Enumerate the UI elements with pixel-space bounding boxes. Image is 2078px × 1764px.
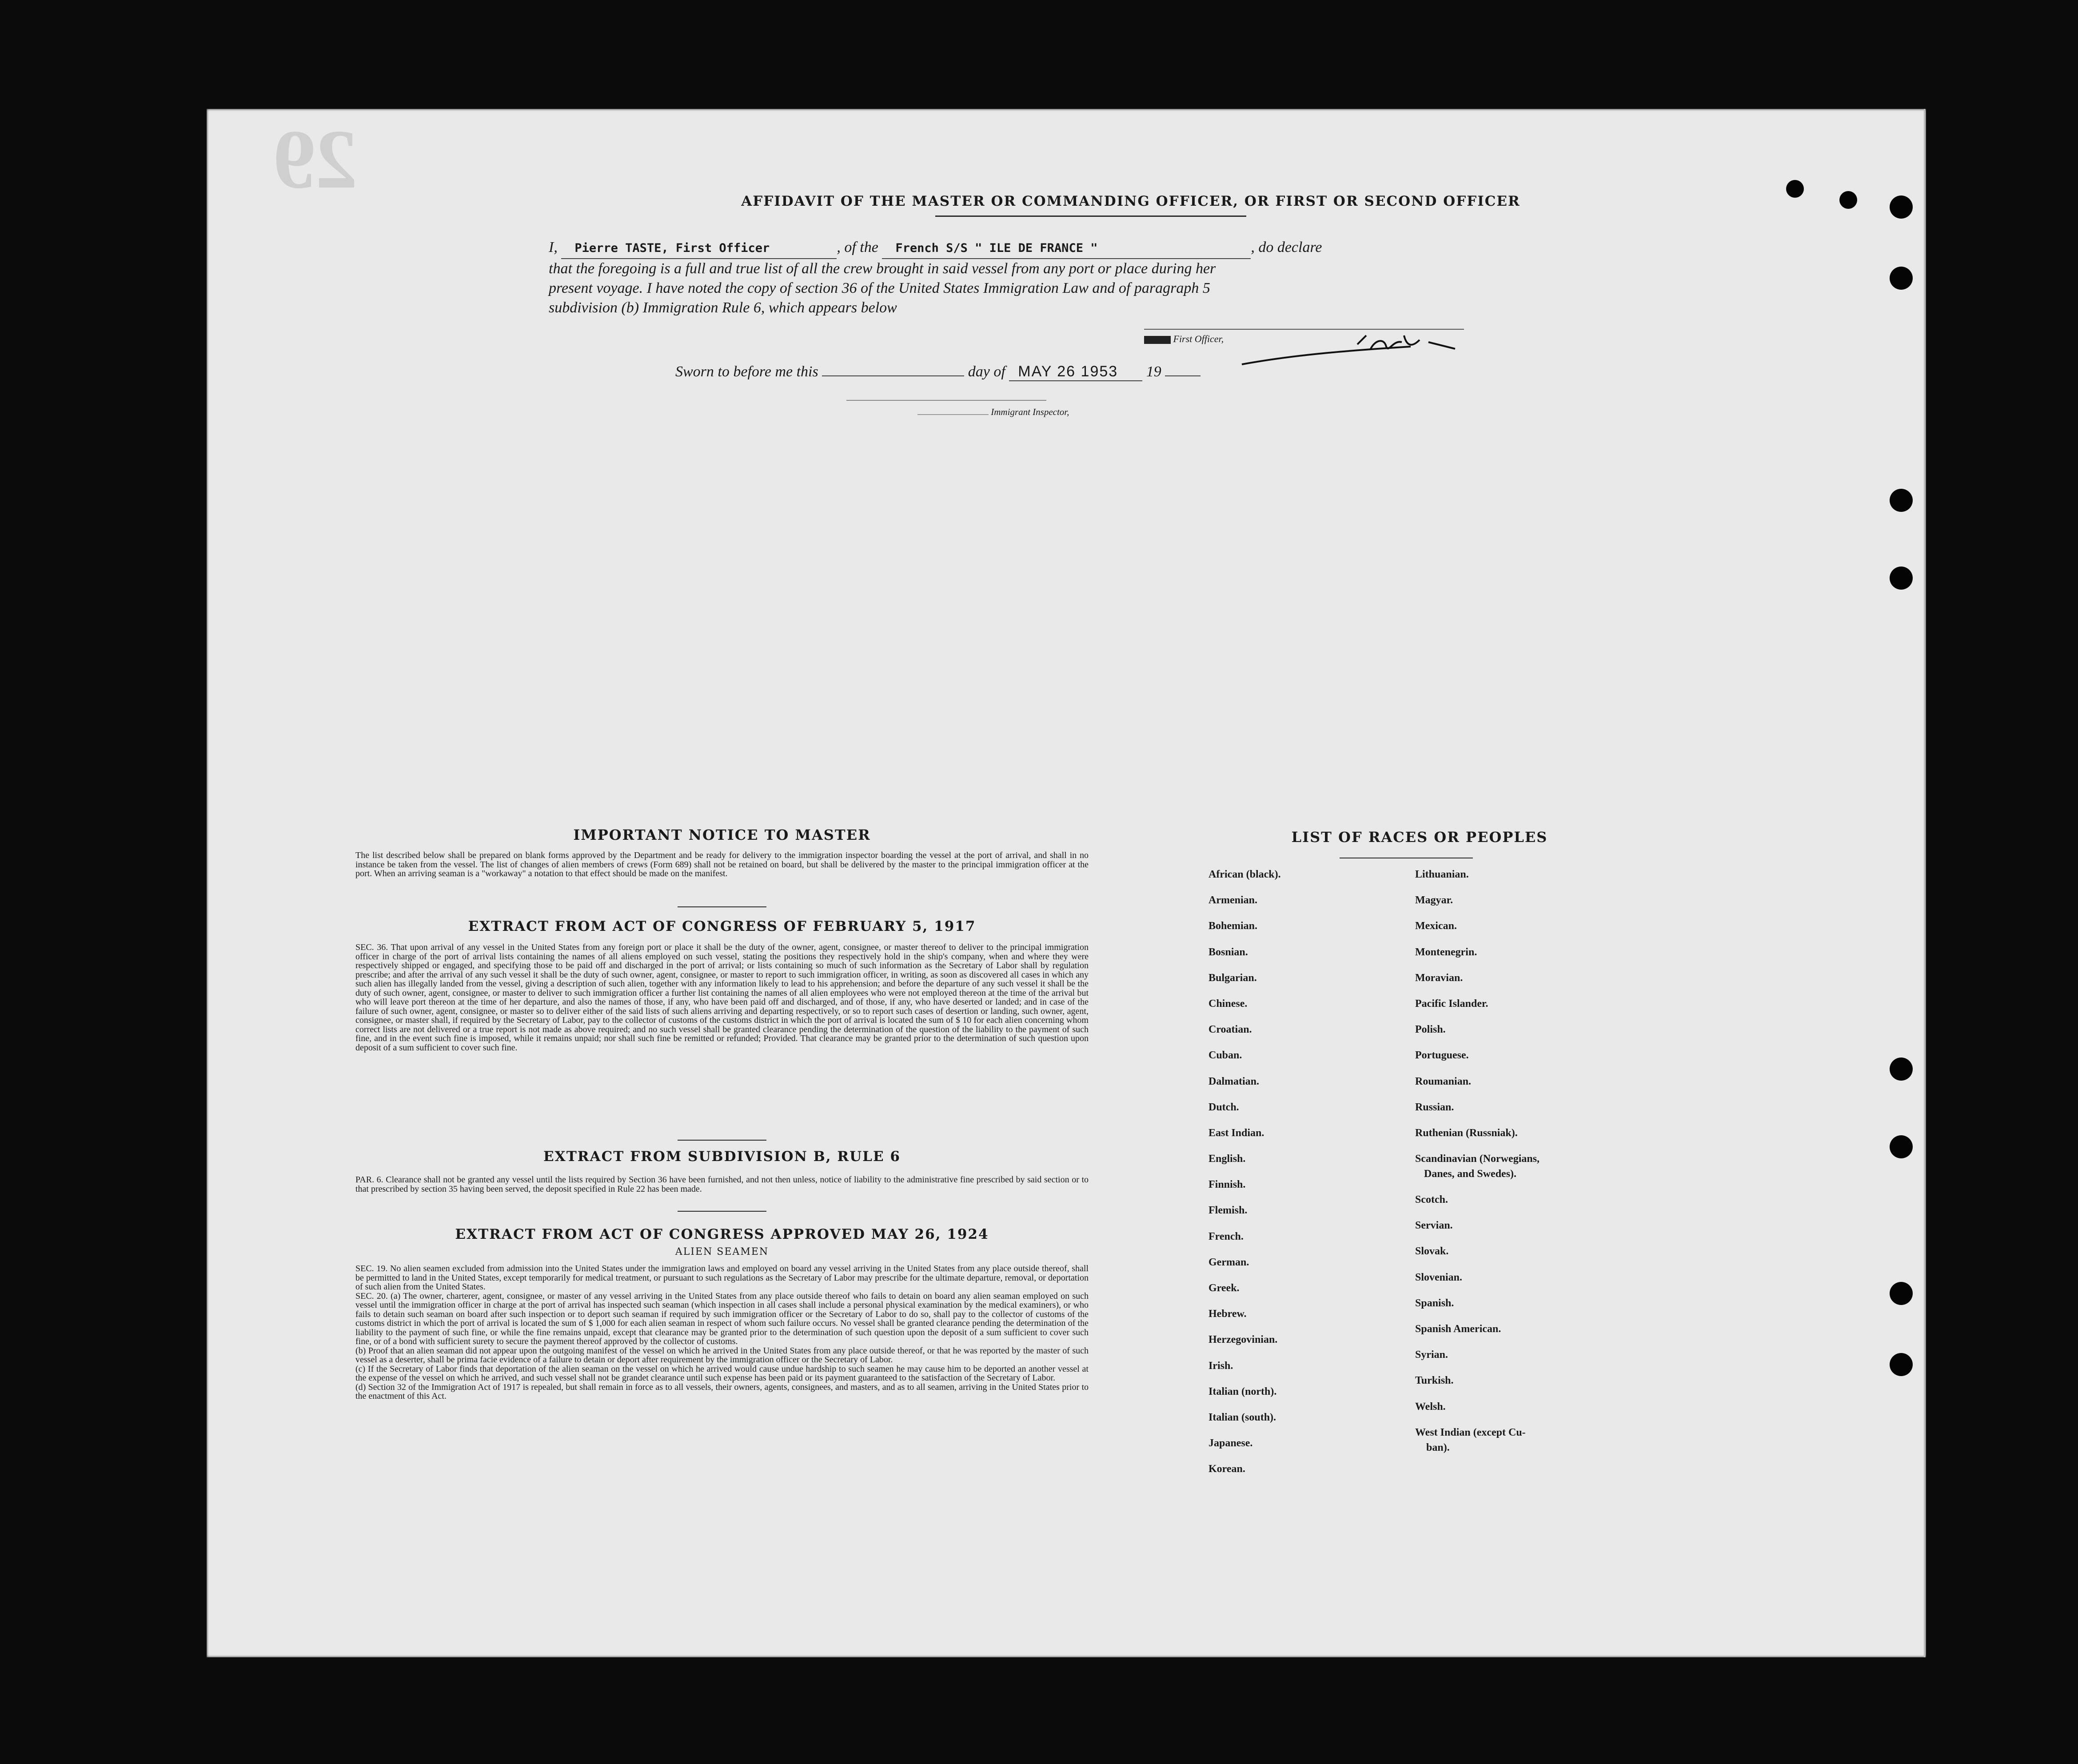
act-1924-title: EXTRACT FROM ACT OF CONGRESS APPROVED MAY 26, 1924 bbox=[455, 1226, 989, 1242]
affidavit-title: AFFIDAVIT OF THE MASTER OR COMMANDING OFFICER, OR FIRST OR SECOND OFFICER bbox=[741, 193, 1520, 209]
race-item: African (black). bbox=[1209, 869, 1281, 880]
race-item: Croatian. bbox=[1209, 1024, 1252, 1036]
signature-rule bbox=[1144, 329, 1464, 330]
act-1924-subtitle: ALIEN SEAMEN bbox=[675, 1246, 769, 1257]
inspector-rule bbox=[846, 400, 1046, 401]
punch-hole bbox=[1890, 1058, 1913, 1081]
punch-hole bbox=[1890, 267, 1913, 290]
signature-title: First Officer, bbox=[1173, 333, 1224, 344]
race-item: Herzegovinian. bbox=[1209, 1334, 1278, 1346]
races-title: LIST OF RACES OR PEOPLES bbox=[1291, 829, 1548, 846]
race-item: Mexican. bbox=[1415, 920, 1457, 932]
race-item: French. bbox=[1209, 1230, 1244, 1242]
race-item: German. bbox=[1209, 1256, 1249, 1268]
punch-hole bbox=[1890, 1282, 1913, 1305]
page-number-bleedthrough: 29 bbox=[273, 113, 358, 206]
declaration-i: I, bbox=[549, 239, 558, 255]
race-item: Slovenian. bbox=[1415, 1271, 1463, 1283]
race-item: Finnish. bbox=[1209, 1179, 1246, 1191]
fold-line bbox=[1924, 109, 1925, 1657]
vessel-field: French S/S " ILE DE FRANCE " bbox=[882, 239, 1251, 259]
race-item: Turkish. bbox=[1415, 1375, 1454, 1387]
race-item: Spanish American. bbox=[1415, 1323, 1501, 1335]
race-item: Welsh. bbox=[1415, 1401, 1446, 1413]
declaration bbox=[549, 238, 1553, 318]
race-item: Servian. bbox=[1415, 1220, 1453, 1232]
act-1917-title: EXTRACT FROM ACT OF CONGRESS OF FEBRUARY 5, 1917 bbox=[468, 918, 976, 934]
race-item: Pacific Islander. bbox=[1415, 998, 1488, 1010]
race-item: Bulgarian. bbox=[1209, 972, 1257, 984]
race-item: Japanese. bbox=[1209, 1437, 1253, 1449]
declaration-line-2: that the foregoing is a full and true list of all the crew brought in said vessel from any port or place during her bbox=[549, 260, 1216, 277]
date-stamp: MAY 26 1953 bbox=[1009, 363, 1142, 381]
punch-hole bbox=[1786, 180, 1804, 198]
act-1924-sec-20a: SEC. 20. (a) The owner, charterer, agent, consignee, or master of any vessel arriving in the United States from any place outside thereof who fails to detain on board any alien seaman employed on such vessel until the immigration officer in charge at the port of arrival has inspected such seaman (which inspection in all cases shall include a personal physical examination by the medical examiners), or who fails to detain such seaman on board after such inspection or to deport such seaman if required by such immigration officer or the Secretary of Labor to do so, shall pay to the collector of customs of the customs district in which the port of arrival is located the sum of $ 1,000 for each alien seaman in respect of whom such failure occurs. No vessel shall be granted clearance pending the determination of the liability to the payment of such fine, or while the fine remains unpaid, except that clearance may be granted prior to the determination of such question upon the deposit of a sum sufficient to cover such fine, or of a bond with sufficient surety to secure the payment thereof approved by the collector of customs. bbox=[355, 1291, 1089, 1346]
act-1924-sec-20c: (c) If the Secretary of Labor finds that deportation of the alien seaman on the vessel on which he arrived would cause undue hardship to such seamen he may cause him to be deported an another vessel at the expense of the vessel on which he arrived, and such vessel shall not be grandet clearance until such expense has been paid or its payment guaranteed to the satisfaction of the Secretary of Labor. bbox=[355, 1364, 1089, 1383]
race-item: Dutch. bbox=[1209, 1101, 1239, 1113]
year-prefix: 19 bbox=[1146, 363, 1161, 380]
race-item: Italian (south). bbox=[1209, 1411, 1276, 1423]
race-item: Dalmatian. bbox=[1209, 1075, 1259, 1087]
race-item: Armenian. bbox=[1209, 894, 1257, 906]
rule-6-title: EXTRACT FROM SUBDIVISION B, RULE 6 bbox=[543, 1149, 901, 1165]
act-1924-sec-19: SEC. 19. No alien seamen excluded from admission into the United States under the immigration laws and employed on board any vessel arriving in the United States from any place outside thereof, shall be permitted to land in the United States, except temporarily for medical treatment, or pursuant to such regulations as the Secretary of Labor may prescribe for the ultimate departure, removal, or deportation of such alien from the United States. bbox=[355, 1264, 1089, 1292]
race-item: Bohemian. bbox=[1209, 920, 1258, 932]
punch-hole bbox=[1890, 567, 1913, 590]
punch-hole bbox=[1839, 191, 1857, 209]
of-the-label: , of the bbox=[837, 239, 878, 255]
title-rule bbox=[935, 216, 1246, 217]
punch-hole bbox=[1890, 196, 1913, 219]
sworn-prefix: Sworn to before me this bbox=[675, 363, 818, 380]
race-item: Ruthenian (Russniak). bbox=[1415, 1127, 1518, 1139]
notice-title: IMPORTANT NOTICE TO MASTER bbox=[573, 826, 871, 843]
inspector-label: Immigrant Inspector, bbox=[917, 407, 1069, 418]
race-item: Italian (north). bbox=[1209, 1385, 1277, 1397]
race-item: Polish. bbox=[1415, 1024, 1446, 1036]
race-item: ban). bbox=[1426, 1441, 1450, 1453]
punch-hole bbox=[1890, 1353, 1913, 1376]
day-field bbox=[822, 375, 964, 376]
race-item: Portuguese. bbox=[1415, 1050, 1469, 1062]
race-item: East Indian. bbox=[1209, 1127, 1264, 1139]
race-item: Spanish. bbox=[1415, 1297, 1454, 1309]
rule-6-text: PAR. 6. Clearance shall not be granted any vessel until the lists required by Section 36 have been furnished, and not then unless, notice of liability to the administrative fine prescribed by said section or to that prescribed by section 35 having been served, the deposit specified in Rule 22 has been made. bbox=[355, 1175, 1089, 1194]
punch-hole bbox=[1890, 1135, 1913, 1158]
declaration-line-3: present voyage. I have noted the copy of section 36 of the United States Immigration Law and of paragraph 5 bbox=[549, 280, 1210, 296]
punch-hole bbox=[1890, 489, 1913, 512]
manifest-page bbox=[207, 109, 1926, 1657]
race-item: West Indian (except Cu- bbox=[1415, 1426, 1526, 1438]
race-item: English. bbox=[1209, 1153, 1246, 1165]
act-1924-sec-20b: (b) Proof that an alien seaman did not appear upon the outgoing manifest of the vessel on which he arrived in the United States from any place outside thereof, or that he was reported by the master of such vessel as a deserter, shall be prima facie evidence of a failure to detain or deport after requirement by the immigration officer or the Secretary of Labor. bbox=[355, 1345, 1089, 1365]
race-item: Lithuanian. bbox=[1415, 869, 1469, 880]
race-item: Irish. bbox=[1209, 1360, 1233, 1372]
sworn-line bbox=[675, 363, 1201, 381]
race-item: Korean. bbox=[1209, 1463, 1245, 1475]
year-field bbox=[1165, 375, 1201, 376]
act-1924-text bbox=[355, 1264, 1089, 1401]
race-item: Slovak. bbox=[1415, 1245, 1449, 1257]
race-item: Danes, and Swedes). bbox=[1424, 1168, 1517, 1180]
race-item: Chinese. bbox=[1209, 998, 1248, 1010]
race-item: Montenegrin. bbox=[1415, 946, 1477, 958]
officer-signature bbox=[1224, 331, 1606, 367]
race-item: Bosnian. bbox=[1209, 946, 1248, 958]
race-item: Syrian. bbox=[1415, 1349, 1448, 1361]
signature-label bbox=[1144, 333, 1224, 345]
day-of-label: day of bbox=[968, 363, 1005, 380]
race-item: Scotch. bbox=[1415, 1194, 1448, 1206]
declaration-line-1 bbox=[549, 238, 1553, 259]
declaration-line-4: subdivision (b) Immigration Rule 6, which appears below bbox=[549, 299, 897, 316]
race-item: Flemish. bbox=[1209, 1205, 1248, 1217]
race-item: Scandinavian (Norwegians, bbox=[1415, 1153, 1540, 1165]
race-item: Hebrew. bbox=[1209, 1308, 1247, 1320]
race-item: Cuban. bbox=[1209, 1050, 1242, 1062]
notice-text: The list described below shall be prepared on blank forms approved by the Department and be ready for delivery to the immigration inspector boarding the vessel at the port of arrival, and shall in no instance be taken from the vessel. The list of changes of alien members of crews (Form 689) shall not be retained on board, but shall be delivered by the master to the principal immigration officer at the port. When an arriving seaman is a "workaway" a notation to that effect should be made on the manifest. bbox=[355, 850, 1089, 878]
race-item: Magyar. bbox=[1415, 894, 1453, 906]
act-1924-sec-20d: (d) Section 32 of the Immigration Act of 1917 is repealed, but shall remain in force as to all vessels, their owners, agents, consignees, and masters, and as to all seamen, arriving in the United States prior to the enactment of this Act. bbox=[355, 1382, 1089, 1401]
race-item: Moravian. bbox=[1415, 972, 1463, 984]
races-column-2 bbox=[1415, 869, 1628, 1468]
races-column-1 bbox=[1209, 869, 1395, 1489]
do-declare-label: , do declare bbox=[1251, 239, 1322, 255]
race-item: Russian. bbox=[1415, 1101, 1454, 1113]
race-item: Roumanian. bbox=[1415, 1075, 1472, 1087]
officer-name-field: Pierre TASTE, First Officer bbox=[561, 239, 837, 259]
race-item: Greek. bbox=[1209, 1282, 1240, 1294]
act-1917-text: SEC. 36. That upon arrival of any vessel in the United States from any foreign port or place it shall be the duty of the owner, agent, consignee, or master thereof to deliver to the principal immigration officer in charge of the port of arrival lists containing the names of all aliens employed on such vessel, stating the positions they respectively hold in the ship's company, when and where they were respectively shipped or engaged, and specifying those to be paid off and discharged in the port of arrival; or lists containing so much of such information as the Secretary of Labor shall by regulation prescribe; and after the arrival of any such vessel it shall be the duty of such owner, agent, consignee, or master to report to such immigration officer, in writing, as soon as discovered all cases in which any such alien has illegally landed from the vessel, giving a description of such alien, together with any information likely to lead to his apprehension; and before the departure of any such vessel it shall be the duty of such owner, agent, consignee, or master to deliver to such immigration officer a further list containing the names of all alien employees who were not employed thereon at the time of the arrival but who will leave port thereon at the time of her departure, and also the names of those, if any, who have been paid off and discharged, and of those, if any, who have deserted or landed; and in case of the failure of such owner, agent, consignee, or master so to deliver either of the said lists of such aliens arriving and departing respectively, or so to report such cases of desertion or landing, such owner, agent, consignee, or master shall, if required by the Secretary of Labor, pay to the collector of customs of the customs district in which the port of arrival is located the sum of $ 10 for each alien concerning whom correct lists are not delivered or a true report is not made as above required; and no such vessel shall be granted clearance pending the determination of the question of the liability to the payment of such fine, and in the event such fine is imposed, while it remains unpaid; nor shall such fine be remitted or refunded; Provided. That clearance may be granted prior to the determination of such question upon deposit of a sum sufficient to cover such fine. bbox=[355, 942, 1089, 1053]
